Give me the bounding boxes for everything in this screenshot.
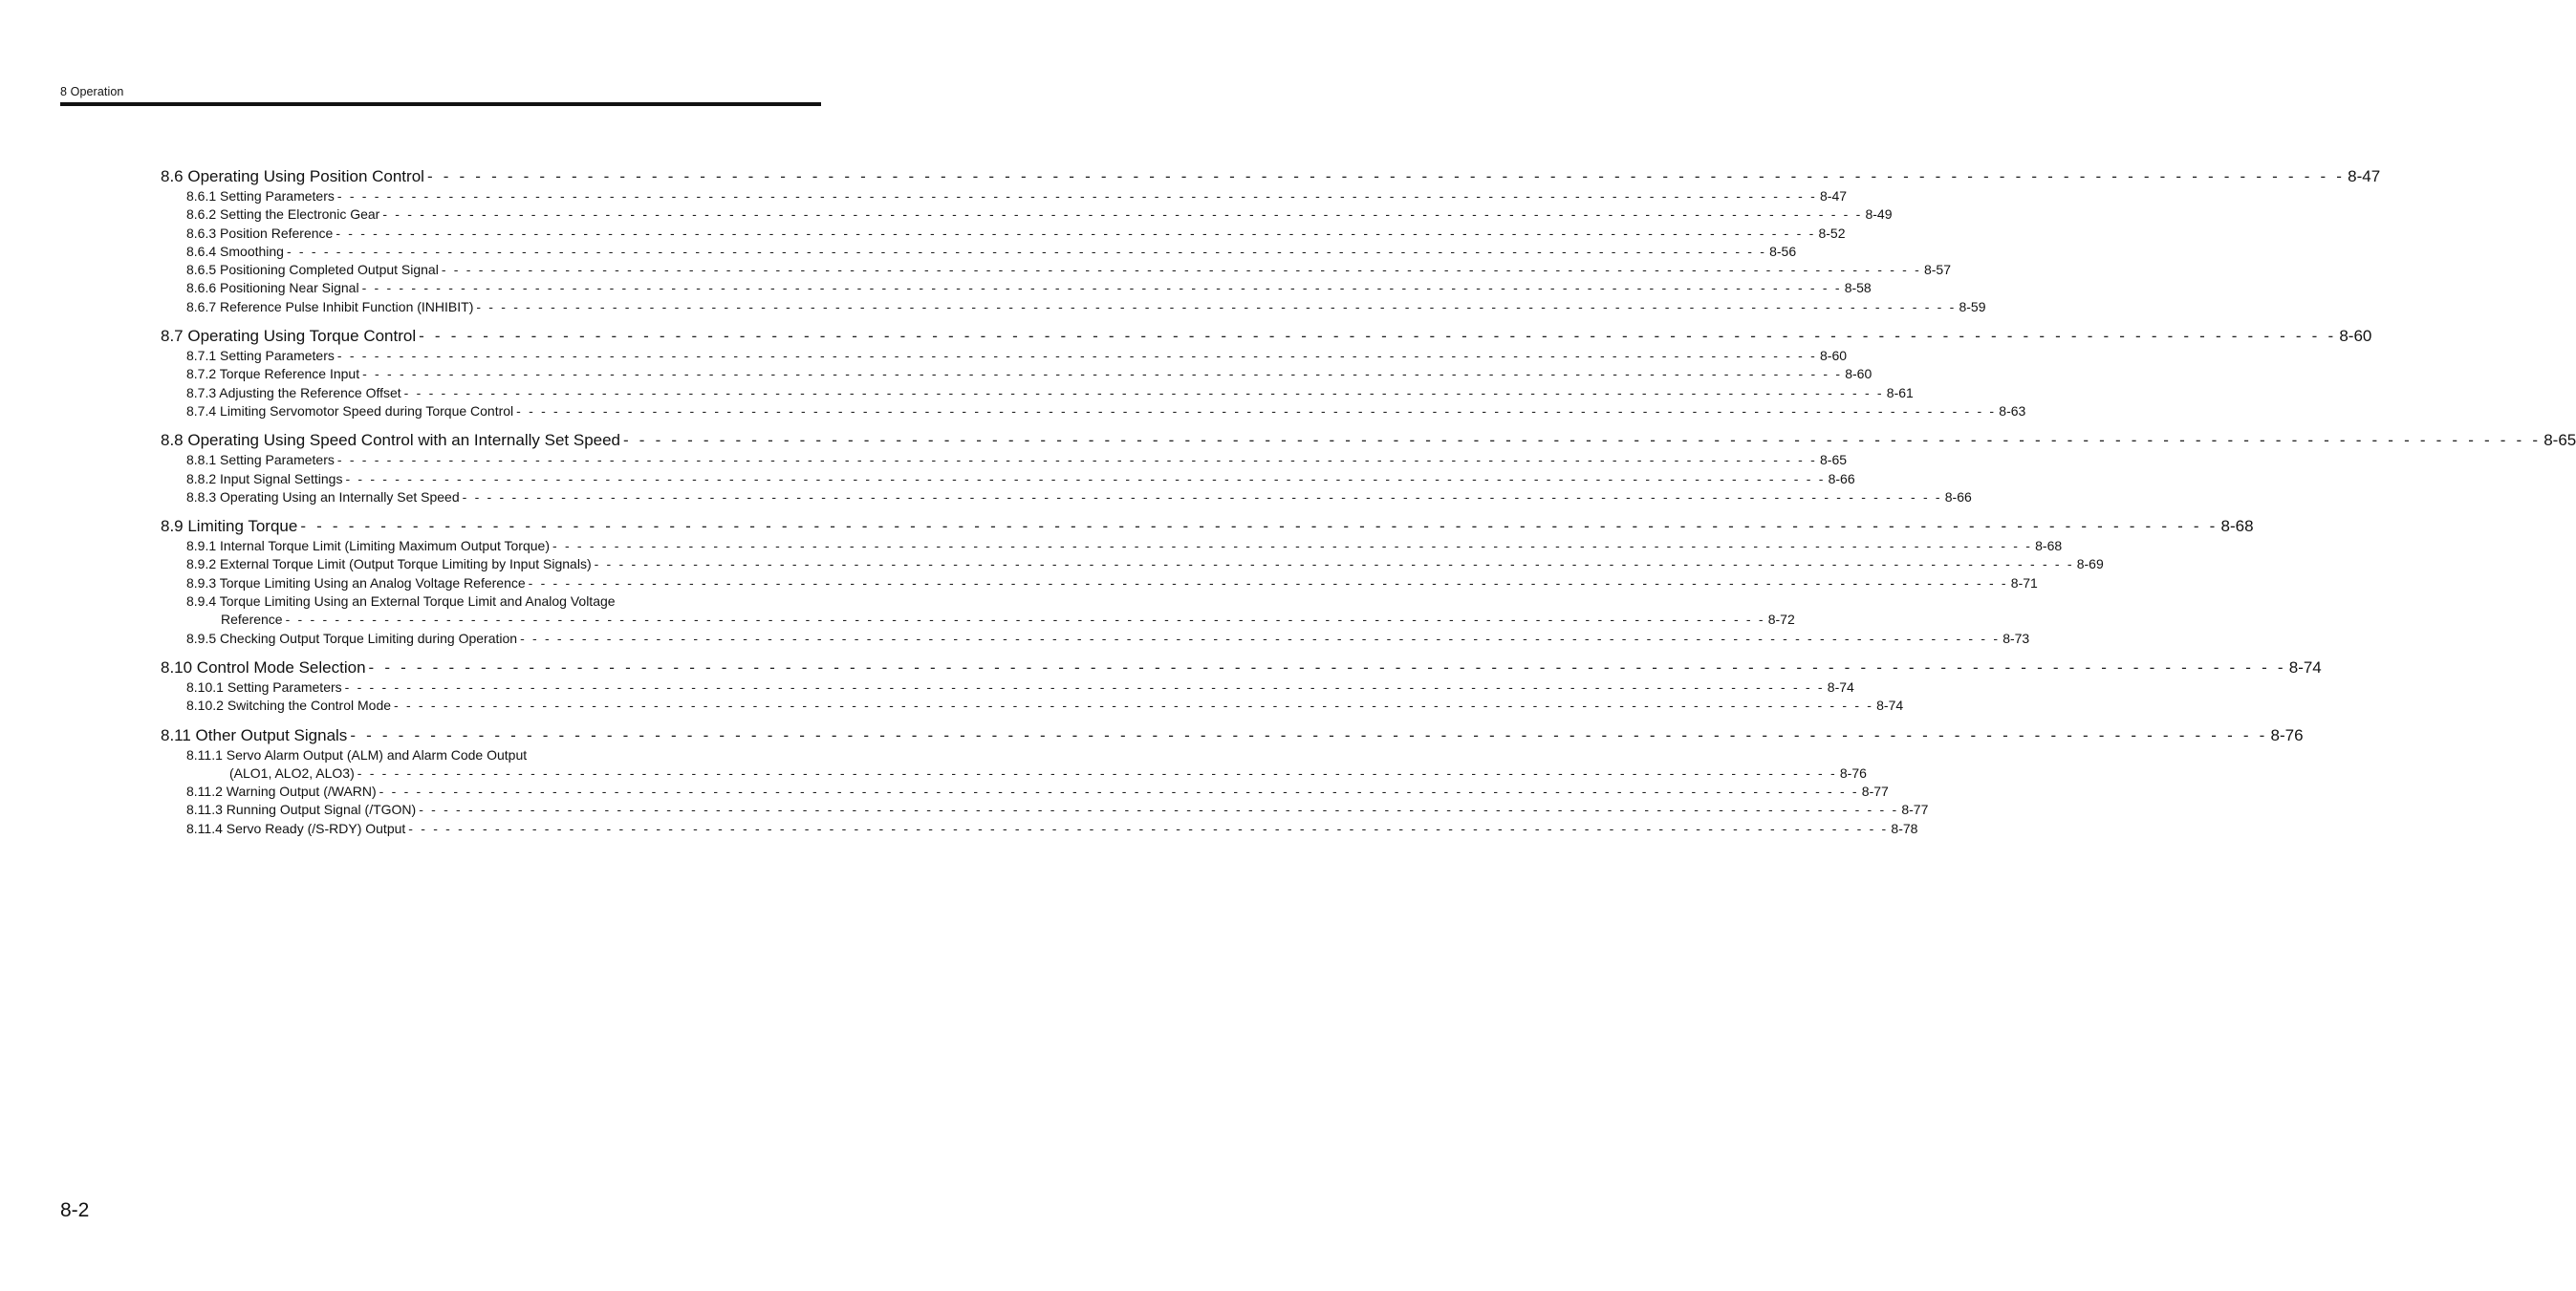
toc-entry-title: 8.10 Control Mode Selection bbox=[161, 657, 366, 677]
toc-subsection-entry[interactable] bbox=[186, 243, 1797, 261]
toc-page-number: 8-68 bbox=[2035, 538, 2063, 554]
toc-subsection-entry[interactable] bbox=[221, 611, 1795, 629]
dot-leader: - - - - - - - - - - - - - - - - - - - - - - - - - - - - - - - - - - - - - - - - - - - - - - - - - - - - - - - - - - - - - - - - - - - - - - - - - - - - - - - - - - - - - - - - - - - - - - - - - - - - - - - - - - - - - - - - - - - - - - - - bbox=[336, 452, 1817, 468]
toc-entry-title: 8.6.6 Positioning Near Signal bbox=[186, 280, 359, 296]
toc-entry-title: 8.11.3 Running Output Signal (/TGON) bbox=[186, 802, 417, 818]
running-header: 8 Operation bbox=[60, 85, 124, 98]
toc-subsection-entry[interactable] bbox=[186, 630, 2030, 648]
toc-page-number: 8-77 bbox=[1901, 802, 1929, 818]
dot-leader: - - - - - - - - - - - - - - - - - - - - - - - - - - - - - - - - - - - - - - - - - - - - - - - - - - - - - - - - - - - - - - - - - - - - - - - - - - - - - - - - - - - - - - - - - - - - - - - - - - - - - - - - - - - - - - - - - - - - - - - - bbox=[345, 470, 1826, 486]
toc-entry-title: 8.9.1 Internal Torque Limit (Limiting Maximum Output Torque) bbox=[186, 538, 550, 554]
toc-subsection-entry[interactable] bbox=[186, 261, 1951, 279]
toc-page-number: 8-47 bbox=[2348, 167, 2381, 185]
toc-page-number: 8-60 bbox=[1820, 348, 1848, 364]
toc-page-number: 8-60 bbox=[2339, 327, 2372, 346]
toc-entry-title: 8.8.3 Operating Using an Internally Set Speed bbox=[186, 488, 460, 505]
toc-entry-title: 8.9.3 Torque Limiting Using an Analog Voltage Reference bbox=[186, 574, 526, 591]
toc-page-number: 8-52 bbox=[1818, 225, 1846, 241]
toc-entry-title: 8.6 Operating Using Position Control bbox=[161, 167, 424, 185]
dot-leader: - - - - - - - - - - - - - - - - - - - - - - - - - - - - - - - - - - - - - - - - - - - - - - - - - - - - - - - - - - - - - - - - - - - - - - - - - - - - - - - - - - - - - - - - - - - - - - - - - - - - - - - - - - - - - - - - - - - - - - - - bbox=[357, 764, 1837, 781]
toc-page-number: 8-68 bbox=[2220, 517, 2254, 536]
dot-leader: - - - - - - - - - - - - - - - - - - - - - - - - - - - - - - - - - - - - - - - - - - - - - - - - - - - - - - - - - - - - - - - - - - - - - - - - - - - - - - - - - - - - - - - - - - - - - - - - - - - - - - - - - - - - - - - - - - - - - - - - bbox=[520, 630, 2001, 646]
toc-page-number: 8-74 bbox=[1827, 678, 1854, 695]
toc-entry-title: 8.9.2 External Torque Limit (Output Torque Limiting by Input Signals) bbox=[186, 556, 592, 572]
toc-page-number: 8-78 bbox=[1891, 820, 1918, 836]
toc-page-number: 8-74 bbox=[2288, 657, 2322, 677]
dot-leader: - - - - - - - - - - - - - - - - - - - - - - - - - - - - - - - - - - - - - - - - - - - - - - - - - - - - - - - - - - - - - - - - - - - - - - - - - - - - - - - - - - - - - - - - - - - - - - - - - - - - - - - - - - - - - - - - - - - - - - - - bbox=[336, 348, 1817, 364]
toc-page-number: 8-59 bbox=[1959, 298, 1986, 314]
header-rule bbox=[60, 102, 821, 106]
toc-subsection-entry[interactable] bbox=[186, 187, 1848, 205]
toc-subsection-entry[interactable] bbox=[186, 820, 1918, 838]
toc-entry-title: 8.7 Operating Using Torque Control bbox=[161, 327, 417, 346]
toc-subsection-entry[interactable] bbox=[186, 678, 1854, 697]
toc-page-number: 8-66 bbox=[1828, 470, 1855, 486]
toc-entry-title: 8.7.3 Adjusting the Reference Offset bbox=[186, 384, 401, 400]
toc-page-number: 8-72 bbox=[1767, 612, 1795, 628]
dot-leader: - - - - - - - - - - - - - - - - - - - - - - - - - - - - - - - - - - - - - - - - - - - - - - - - - - - - - - - - - - - - - - - - - - - - - - - - - - - - - - - - - - - - - - - - - - - - - - - - - - - - - - - - - - - - - - - - - - - - - - - - bbox=[344, 678, 1825, 695]
toc-page-number: 8-60 bbox=[1845, 366, 1872, 382]
toc-subsection-entry[interactable] bbox=[229, 764, 1867, 783]
toc-page-number: 8-63 bbox=[1999, 402, 2026, 419]
dot-leader: - - - - - - - - - - - - - - - - - - - - - - - - - - - - - - - - - - - - - - - - - - - - - - - - - - - - - - - - - - - - - - - - - - - - - - - - - - - - - - - - - - - - - - - - - - - - - - - - - - - - - - - - - - - - - - - - - - - - - - - - bbox=[368, 657, 2286, 677]
toc-entry-title: 8.6.4 Smoothing bbox=[186, 243, 284, 259]
dot-leader: - - - - - - - - - - - - - - - - - - - - - - - - - - - - - - - - - - - - - - - - - - - - - - - - - - - - - - - - - - - - - - - - - - - - - - - - - - - - - - - - - - - - - - - - - - - - - - - - - - - - - - - - - - - - - - - - - - - - - - - - bbox=[285, 612, 1765, 628]
dot-leader: - - - - - - - - - - - - - - - - - - - - - - - - - - - - - - - - - - - - - - - - - - - - - - - - - - - - - - - - - - - - - - - - - - - - - - - - - - - - - - - - - - - - - - - - - - - - - - - - - - - - - - - - - - - - - - - - - - - - - - - - bbox=[403, 384, 1884, 400]
toc-page-number: 8-65 bbox=[2544, 431, 2576, 450]
toc-entry-title: Reference bbox=[221, 612, 283, 628]
toc-subsection-entry[interactable] bbox=[186, 697, 1904, 715]
table-of-contents bbox=[161, 166, 2576, 848]
page-number: 8-2 bbox=[60, 1199, 90, 1221]
dot-leader: - - - - - - - - - - - - - - - - - - - - - - - - - - - - - - - - - - - - - - - - - - - - - - - - - - - - - - - - - - - - - - - - - - - - - - - - - - - - - - - - - - - - - - - - - - - - - - - - - - - - - - - - - - - - - - - - - - - - - - - - bbox=[516, 402, 1997, 419]
toc-entry-title: 8.11.4 Servo Ready (/S-RDY) Output bbox=[186, 820, 406, 836]
toc-entry-title: 8.11.2 Warning Output (/WARN) bbox=[186, 784, 377, 800]
toc-subsection-entry[interactable] bbox=[186, 537, 2063, 555]
toc-subsection-entry[interactable] bbox=[186, 205, 1893, 224]
toc-chapter-entry[interactable] bbox=[161, 725, 2304, 746]
toc-entry-title: 8.11 Other Output Signals bbox=[161, 725, 348, 744]
toc-section bbox=[161, 725, 2304, 838]
dot-leader: - - - - - - - - - - - - - - - - - - - - - - - - - - - - - - - - - - - - - - - - - - - - - - - - - - - - - - - - - - - - - - - - - - - - - - - - - - - - - - - - - - - - - - - - - - - - - - - - - - - - - - - - - - - - - - - - - - - - - - - - bbox=[462, 488, 1942, 505]
toc-entry-title: 8.6.2 Setting the Electronic Gear bbox=[186, 206, 380, 223]
toc-entry-title: 8.8.1 Setting Parameters bbox=[186, 452, 335, 468]
dot-leader: - - - - - - - - - - - - - - - - - - - - - - - - - - - - - - - - - - - - - - - - - - - - - - - - - - - - - - - - - - - - - - - - - - - - - - - - - - - - - - - - - - - - - - - - - - - - - - - - - - - - - - - - - - - - - - - - - - - - - - - - bbox=[361, 280, 1842, 296]
dot-leader: - - - - - - - - - - - - - - - - - - - - - - - - - - - - - - - - - - - - - - - - - - - - - - - - - - - - - - - - - - - - - - - - - - - - - - - - - - - - - - - - - - - - - - - - - - - - - - - - - - - - - - - - - - - - - - - - - - - - - - - - bbox=[441, 262, 1921, 278]
toc-page-number: 8-61 bbox=[1886, 384, 1914, 400]
toc-subsection-entry[interactable] bbox=[186, 365, 1872, 383]
dot-leader: - - - - - - - - - - - - - - - - - - - - - - - - - - - - - - - - - - - - - - - - - - - - - - - - - - - - - - - - - - - - - - - - - - - - - - - - - - - - - - - - - - - - - - - - - - - - - - - - - - - - - - - - - - - - - - - - - - - - - - - - bbox=[336, 188, 1817, 204]
toc-entry-title: 8.9 Limiting Torque bbox=[161, 517, 298, 536]
dot-leader: - - - - - - - - - - - - - - - - - - - - - - - - - - - - - - - - - - - - - - - - - - - - - - - - - - - - - - - - - - - - - - - - - - - - - - - - - - - - - - - - - - - - - - - - - - - - - - - - - - - - - - - - - - - - - - - - - - - - - - - - bbox=[362, 366, 1843, 382]
toc-subsection-entry[interactable] bbox=[186, 451, 1848, 469]
toc-page-number: 8-73 bbox=[2002, 630, 2030, 646]
toc-entry-title: 8.6.1 Setting Parameters bbox=[186, 188, 335, 204]
toc-subsection-entry[interactable] bbox=[186, 574, 2038, 592]
toc-page-number: 8-77 bbox=[1861, 784, 1889, 800]
toc-subsection-entry[interactable] bbox=[186, 384, 1914, 402]
toc-entry-title: (ALO1, ALO2, ALO3) bbox=[229, 764, 355, 781]
dot-leader: - - - - - - - - - - - - - - - - - - - - - - - - - - - - - - - - - - - - - - - - - - - - - - - - - - - - - - - - - - - - - - - - - - - - - - - - - - - - - - - - - - - - - - - - - - - - - - - - - - - - - - - - - - - - - - - - - - - - - - - - bbox=[528, 574, 2008, 591]
toc-page-number: 8-65 bbox=[1820, 452, 1848, 468]
dot-leader: - - - - - - - - - - - - - - - - - - - - - - - - - - - - - - - - - - - - - - - - - - - - - - - - - - - - - - - - - - - - - - - - - - - - - - - - - - - - - - - - - - - - - - - - - - - - - - - - - - - - - - - - - - - - - - - - - - - - - - - - bbox=[623, 431, 2542, 450]
toc-subsection-entry[interactable] bbox=[186, 488, 1972, 506]
toc-page-number: 8-76 bbox=[2270, 725, 2304, 744]
dot-leader: - - - - - - - - - - - - - - - - - - - - - - - - - - - - - - - - - - - - - - - - - - - - - - - - - - - - - - - - - - - - - - - - - - - - - - - - - - - - - - - - - - - - - - - - - - - - - - - - - - - - - - - - - - - - - - - - - - - - - - - - bbox=[336, 225, 1816, 241]
dot-leader: - - - - - - - - - - - - - - - - - - - - - - - - - - - - - - - - - - - - - - - - - - - - - - - - - - - - - - - - - - - - - - - - - - - - - - - - - - - - - - - - - - - - - - - - - - - - - - - - - - - - - - - - - - - - - - - - - - - - - - - - bbox=[594, 556, 2074, 572]
toc-entry-title: 8.8.2 Input Signal Settings bbox=[186, 470, 343, 486]
toc-page-number: 8-56 bbox=[1769, 243, 1797, 259]
toc-page-number: 8-49 bbox=[1865, 206, 1893, 223]
toc-subsection-entry[interactable] bbox=[186, 347, 1848, 365]
dot-leader: - - - - - - - - - - - - - - - - - - - - - - - - - - - - - - - - - - - - - - - - - - - - - - - - - - - - - - - - - - - - - - - - - - - - - - - - - - - - - - - - - - - - - - - - - - - - - - - - - - - - - - - - - - - - - - - - - - - - - - - - bbox=[476, 298, 1957, 314]
toc-entry-title: 8.10.1 Setting Parameters bbox=[186, 678, 342, 695]
toc-subsection-entry[interactable] bbox=[186, 298, 1986, 316]
toc-chapter-entry[interactable] bbox=[161, 516, 2254, 537]
toc-entry-title: 8.10.2 Switching the Control Mode bbox=[186, 698, 392, 714]
dot-leader: - - - - - - - - - - - - - - - - - - - - - - - - - - - - - - - - - - - - - - - - - - - - - - - - - - - - - - - - - - - - - - - - - - - - - - - - - - - - - - - - - - - - - - - - - - - - - - - - - - - - - - - - - - - - - - - - - - - - - - - - bbox=[408, 820, 1889, 836]
toc-section bbox=[161, 430, 2576, 506]
toc-entry-title: 8.6.7 Reference Pulse Inhibit Function (INHIBIT) bbox=[186, 298, 474, 314]
dot-leader: - - - - - - - - - - - - - - - - - - - - - - - - - - - - - - - - - - - - - - - - - - - - - - - - - - - - - - - - - - - - - - - - - - - - - - - - - - - - - - - - - - - - - - - - - - - - - - - - - - - - - - - - - - - - - - - - - - - - - - - - bbox=[382, 206, 1863, 223]
toc-chapter-entry[interactable] bbox=[161, 166, 2381, 187]
toc-chapter-entry[interactable] bbox=[161, 326, 2372, 347]
toc-subsection-entry[interactable] bbox=[186, 801, 1929, 819]
toc-section bbox=[161, 326, 2372, 420]
dot-leader: - - - - - - - - - - - - - - - - - - - - - - - - - - - - - - - - - - - - - - - - - - - - - - - - - - - - - - - - - - - - - - - - - - - - - - - - - - - - - - - - - - - - - - - - - - - - - - - - - - - - - - - - - - - - - - - - - - - - - - - - bbox=[286, 243, 1767, 259]
dot-leader: - - - - - - - - - - - - - - - - - - - - - - - - - - - - - - - - - - - - - - - - - - - - - - - - - - - - - - - - - - - - - - - - - - - - - - - - - - - - - - - - - - - - - - - - - - - - - - - - - - - - - - - - - - - - - - - - - - - - - - - - bbox=[300, 517, 2219, 536]
toc-subsection-entry[interactable] bbox=[186, 279, 1872, 297]
toc-entry-title: 8.8 Operating Using Speed Control with an Internally Set Speed bbox=[161, 431, 621, 450]
dot-leader: - - - - - - - - - - - - - - - - - - - - - - - - - - - - - - - - - - - - - - - - - - - - - - - - - - - - - - - - - - - - - - - - - - - - - - - - - - - - - - - - - - - - - - - - - - - - - - - - - - - - - - - - - - - - - - - - - - - - - - - - bbox=[419, 327, 2337, 346]
toc-section bbox=[161, 657, 2322, 716]
toc-page-number: 8-76 bbox=[1839, 764, 1867, 781]
dot-leader: - - - - - - - - - - - - - - - - - - - - - - - - - - - - - - - - - - - - - - - - - - - - - - - - - - - - - - - - - - - - - - - - - - - - - - - - - - - - - - - - - - - - - - - - - - - - - - - - - - - - - - - - - - - - - - - - - - - - - - - - bbox=[419, 802, 1899, 818]
toc-entry-title: 8.7.4 Limiting Servomotor Speed during Torque Control bbox=[186, 402, 514, 419]
dot-leader: - - - - - - - - - - - - - - - - - - - - - - - - - - - - - - - - - - - - - - - - - - - - - - - - - - - - - - - - - - - - - - - - - - - - - - - - - - - - - - - - - - - - - - - - - - - - - - - - - - - - - - - - - - - - - - - - - - - - - - - - bbox=[350, 725, 2268, 744]
toc-subsection-entry[interactable] bbox=[186, 470, 1855, 488]
toc-entry-title[interactable]: 8.11.1 Servo Alarm Output (ALM) and Alarm Code Output bbox=[186, 746, 528, 763]
dot-leader: - - - - - - - - - - - - - - - - - - - - - - - - - - - - - - - - - - - - - - - - - - - - - - - - - - - - - - - - - - - - - - - - - - - - - - - - - - - - - - - - - - - - - - - - - - - - - - - - - - - - - - - - - - - - - - - - - - - - - - - - bbox=[379, 784, 1859, 800]
toc-page-number: 8-71 bbox=[2010, 574, 2038, 591]
toc-entry-title: 8.7.2 Torque Reference Input bbox=[186, 366, 360, 382]
dot-leader: - - - - - - - - - - - - - - - - - - - - - - - - - - - - - - - - - - - - - - - - - - - - - - - - - - - - - - - - - - - - - - - - - - - - - - - - - - - - - - - - - - - - - - - - - - - - - - - - - - - - - - - - - - - - - - - - - - - - - - - - bbox=[426, 167, 2346, 185]
toc-section bbox=[161, 166, 2381, 316]
toc-subsection-entry[interactable] bbox=[186, 402, 2026, 420]
toc-subsection-entry[interactable] bbox=[186, 783, 1889, 801]
toc-chapter-entry[interactable] bbox=[161, 657, 2322, 678]
toc-subsection-entry[interactable] bbox=[186, 555, 2104, 573]
toc-page-number: 8-74 bbox=[1876, 698, 1904, 714]
toc-page-number: 8-66 bbox=[1944, 488, 1972, 505]
toc-entry-title: 8.6.3 Position Reference bbox=[186, 225, 334, 241]
toc-page-number: 8-57 bbox=[1923, 262, 1951, 278]
dot-leader: - - - - - - - - - - - - - - - - - - - - - - - - - - - - - - - - - - - - - - - - - - - - - - - - - - - - - - - - - - - - - - - - - - - - - - - - - - - - - - - - - - - - - - - - - - - - - - - - - - - - - - - - - - - - - - - - - - - - - - - - bbox=[552, 538, 2033, 554]
toc-chapter-entry[interactable] bbox=[161, 430, 2576, 451]
toc-entry-title: 8.9.5 Checking Output Torque Limiting during Operation bbox=[186, 630, 518, 646]
toc-page-number: 8-47 bbox=[1820, 188, 1848, 204]
dot-leader: - - - - - - - - - - - - - - - - - - - - - - - - - - - - - - - - - - - - - - - - - - - - - - - - - - - - - - - - - - - - - - - - - - - - - - - - - - - - - - - - - - - - - - - - - - - - - - - - - - - - - - - - - - - - - - - - - - - - - - - - bbox=[394, 698, 1874, 714]
toc-subsection-entry[interactable] bbox=[186, 225, 1846, 243]
toc-entry-title[interactable]: 8.9.4 Torque Limiting Using an External Torque Limit and Analog Voltage bbox=[186, 593, 616, 610]
toc-section bbox=[161, 516, 2254, 648]
toc-entry-title: 8.7.1 Setting Parameters bbox=[186, 348, 335, 364]
toc-page-number: 8-69 bbox=[2076, 556, 2104, 572]
toc-entry-title: 8.6.5 Positioning Completed Output Signal bbox=[186, 262, 439, 278]
toc-page-number: 8-58 bbox=[1844, 280, 1872, 296]
